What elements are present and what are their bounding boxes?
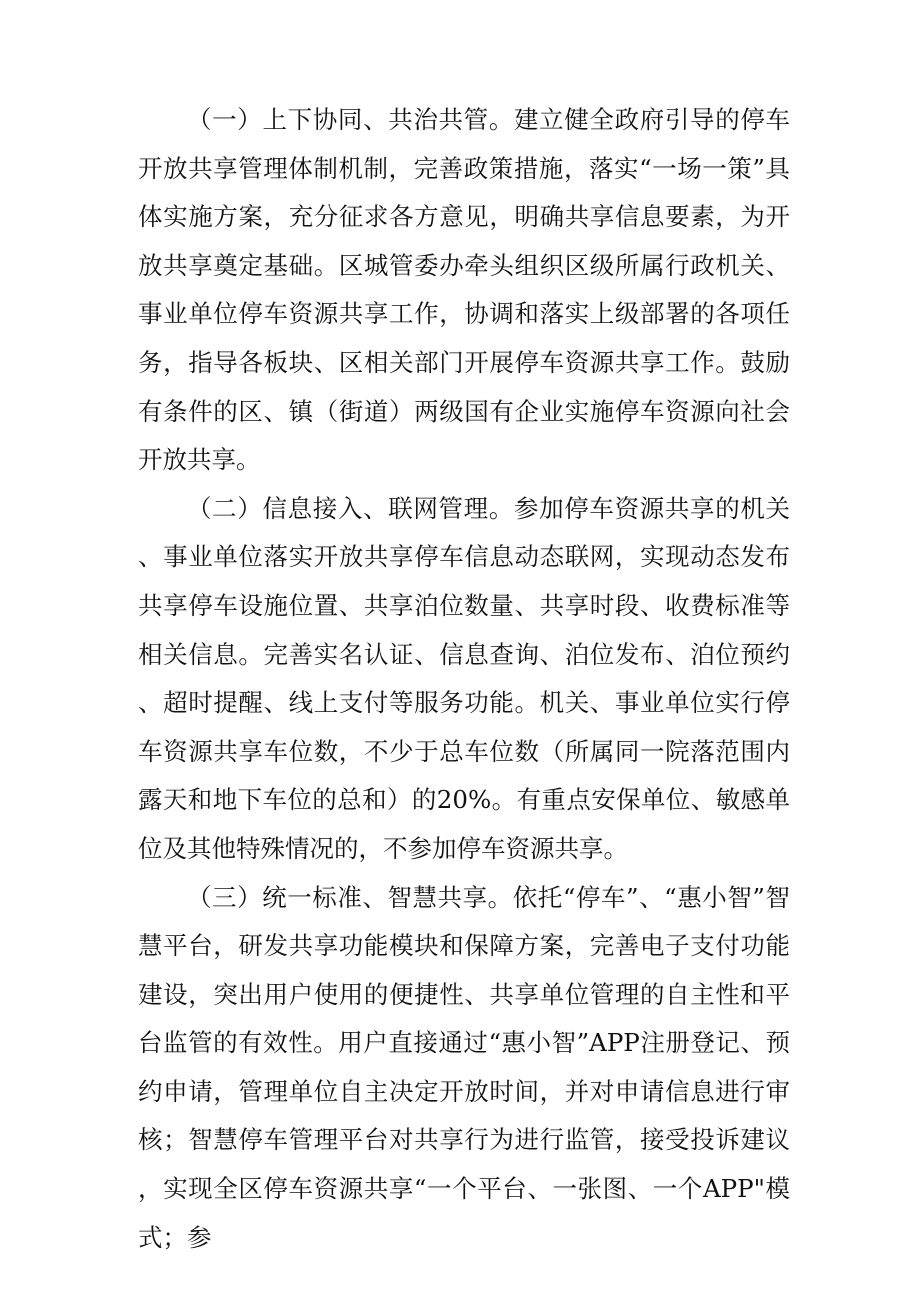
paragraph-coordination: （一）上下协同、共治共管。建立健全政府引导的停车开放共享管理体制机制，完善政策措施，落实“一场一策”具体实施方案，充分征求各方意见，明确共享信息要素，为开放共享奠定基础。区城管委办牵头组织区级所属行政机关、事业单位停车资源共享工作，协调和落实上级部署的各项任务，指导各板块、区相关部门开展停车资源共享工作。鼓励有条件的区、镇（街道）两级国有企业实施停车资源向社会开放共享。 xyxy=(138,105,790,475)
document-body xyxy=(138,96,790,1262)
paragraph-smart-sharing: （三）统一标准、智慧共享。依托“停车”、“惠小智”智慧平台，研发共享功能模块和保障方案，完善电子支付功能建设，突出用户使用的便捷性、共享单位管理的自主性和平台监管的有效性。用户直接通过“惠小智”APP注册登记、预约申请，管理单位自主决定开放时间，并对申请信息进行审核；智慧停车管理平台对共享行为进行监管，接受投诉建议，实现全区停车资源共享“一个平台、一张图、一个APP"模式；参 xyxy=(138,882,790,1252)
paragraph-information-access: （二）信息接入、联网管理。参加停车资源共享的机关、事业单位落实开放共享停车信息动态联网，实现动态发布共享停车设施位置、共享泊位数量、共享时段、收费标准等相关信息。完善实名认证、信息查询、泊位发布、泊位预约、超时提醒、线上支付等服务功能。机关、事业单位实行停车资源共享车位数，不少于总车位数（所属同一院落范围内露天和地下车位的总和）的20%。有重点安保单位、敏感单位及其他特殊情况的，不参加停车资源共享。 xyxy=(138,493,790,863)
